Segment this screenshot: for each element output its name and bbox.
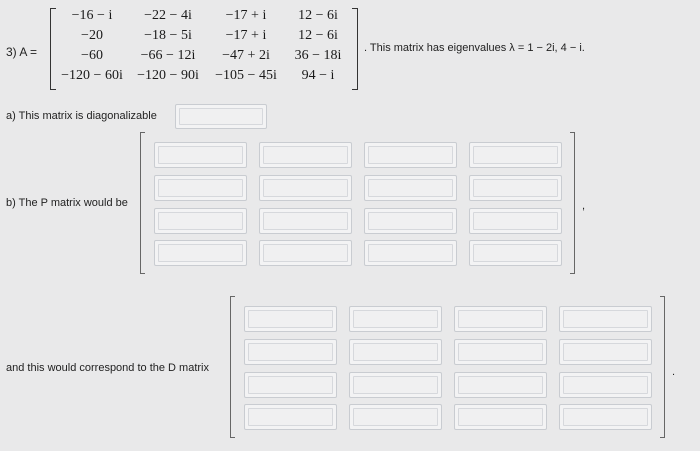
d-matrix-cell-input[interactable] bbox=[244, 404, 337, 430]
d-matrix-cell-input[interactable] bbox=[244, 339, 337, 365]
matrix-a-cell: −22 − 4i bbox=[144, 8, 192, 23]
d-matrix-cell-input[interactable] bbox=[454, 372, 547, 398]
matrix-a-cell: −120 − 90i bbox=[137, 68, 199, 83]
matrix-a-cell: −20 bbox=[81, 28, 103, 43]
matrix-a-cell: 12 − 6i bbox=[298, 28, 338, 43]
p-matrix-left-bracket bbox=[140, 132, 145, 274]
d-matrix-cell-input[interactable] bbox=[559, 339, 652, 365]
matrix-a-cell: −105 − 45i bbox=[215, 68, 277, 83]
p-matrix bbox=[140, 132, 580, 277]
d-matrix-cell-input[interactable] bbox=[454, 339, 547, 365]
p-matrix-cell-input[interactable] bbox=[469, 175, 562, 201]
d-matrix-trailing-period: . bbox=[672, 366, 676, 378]
problem-number-label: 3) A = bbox=[6, 45, 38, 59]
p-matrix-cell-input[interactable] bbox=[259, 142, 352, 168]
matrix-a bbox=[50, 8, 360, 90]
d-matrix-cell-input[interactable] bbox=[559, 372, 652, 398]
p-matrix-cell-input[interactable] bbox=[364, 142, 457, 168]
p-matrix-cell-input[interactable] bbox=[154, 142, 247, 168]
eigenvalues-text: . This matrix has eigenvalues λ = 1 − 2i, 4 − i. bbox=[364, 42, 585, 54]
p-matrix-cell-input[interactable] bbox=[259, 208, 352, 234]
d-matrix-cell-input[interactable] bbox=[349, 339, 442, 365]
d-matrix-cell-input[interactable] bbox=[244, 306, 337, 332]
p-matrix-cell-input[interactable] bbox=[154, 175, 247, 201]
p-matrix-cell-input[interactable] bbox=[364, 208, 457, 234]
matrix-a-cell: −16 − i bbox=[71, 8, 113, 23]
matrix-a-cell: 12 − 6i bbox=[298, 8, 338, 23]
d-matrix bbox=[230, 296, 670, 441]
part-a-label: a) This matrix is diagonalizable bbox=[6, 110, 157, 122]
d-matrix-cell-input[interactable] bbox=[454, 404, 547, 430]
p-matrix-cell-input[interactable] bbox=[364, 240, 457, 266]
matrix-a-cell: −66 − 12i bbox=[140, 48, 196, 63]
p-matrix-cell-input[interactable] bbox=[154, 240, 247, 266]
matrix-a-cell: 94 − i bbox=[301, 68, 335, 83]
matrix-a-cell: −17 + i bbox=[225, 8, 267, 23]
d-matrix-right-bracket bbox=[660, 296, 665, 438]
matrix-a-cell: −120 − 60i bbox=[61, 68, 123, 83]
p-matrix-cell-input[interactable] bbox=[469, 208, 562, 234]
d-matrix-cell-input[interactable] bbox=[349, 306, 442, 332]
matrix-a-cell: −47 + 2i bbox=[222, 48, 270, 63]
d-matrix-cell-input[interactable] bbox=[559, 306, 652, 332]
part-b-label: b) The P matrix would be bbox=[6, 197, 128, 209]
p-matrix-cell-input[interactable] bbox=[154, 208, 247, 234]
matrix-a-cell: 36 − 18i bbox=[294, 48, 342, 63]
matrix-a-cell: −18 − 5i bbox=[144, 28, 192, 43]
p-matrix-cell-input[interactable] bbox=[364, 175, 457, 201]
p-matrix-trailing-comma: , bbox=[582, 200, 586, 212]
part-d-label: and this would correspond to the D matrix bbox=[6, 362, 209, 374]
d-matrix-cell-input[interactable] bbox=[349, 372, 442, 398]
p-matrix-right-bracket bbox=[570, 132, 575, 274]
p-matrix-cell-input[interactable] bbox=[469, 142, 562, 168]
d-matrix-cell-input[interactable] bbox=[244, 372, 337, 398]
p-matrix-cell-input[interactable] bbox=[469, 240, 562, 266]
d-matrix-cell-input[interactable] bbox=[559, 404, 652, 430]
d-matrix-left-bracket bbox=[230, 296, 235, 438]
p-matrix-cell-input[interactable] bbox=[259, 240, 352, 266]
matrix-a-cell: −60 bbox=[81, 48, 103, 63]
d-matrix-cell-input[interactable] bbox=[349, 404, 442, 430]
matrix-a-cell: −17 + i bbox=[225, 28, 267, 43]
diagonalizable-answer-input[interactable] bbox=[175, 104, 267, 129]
p-matrix-cell-input[interactable] bbox=[259, 175, 352, 201]
d-matrix-cell-input[interactable] bbox=[454, 306, 547, 332]
